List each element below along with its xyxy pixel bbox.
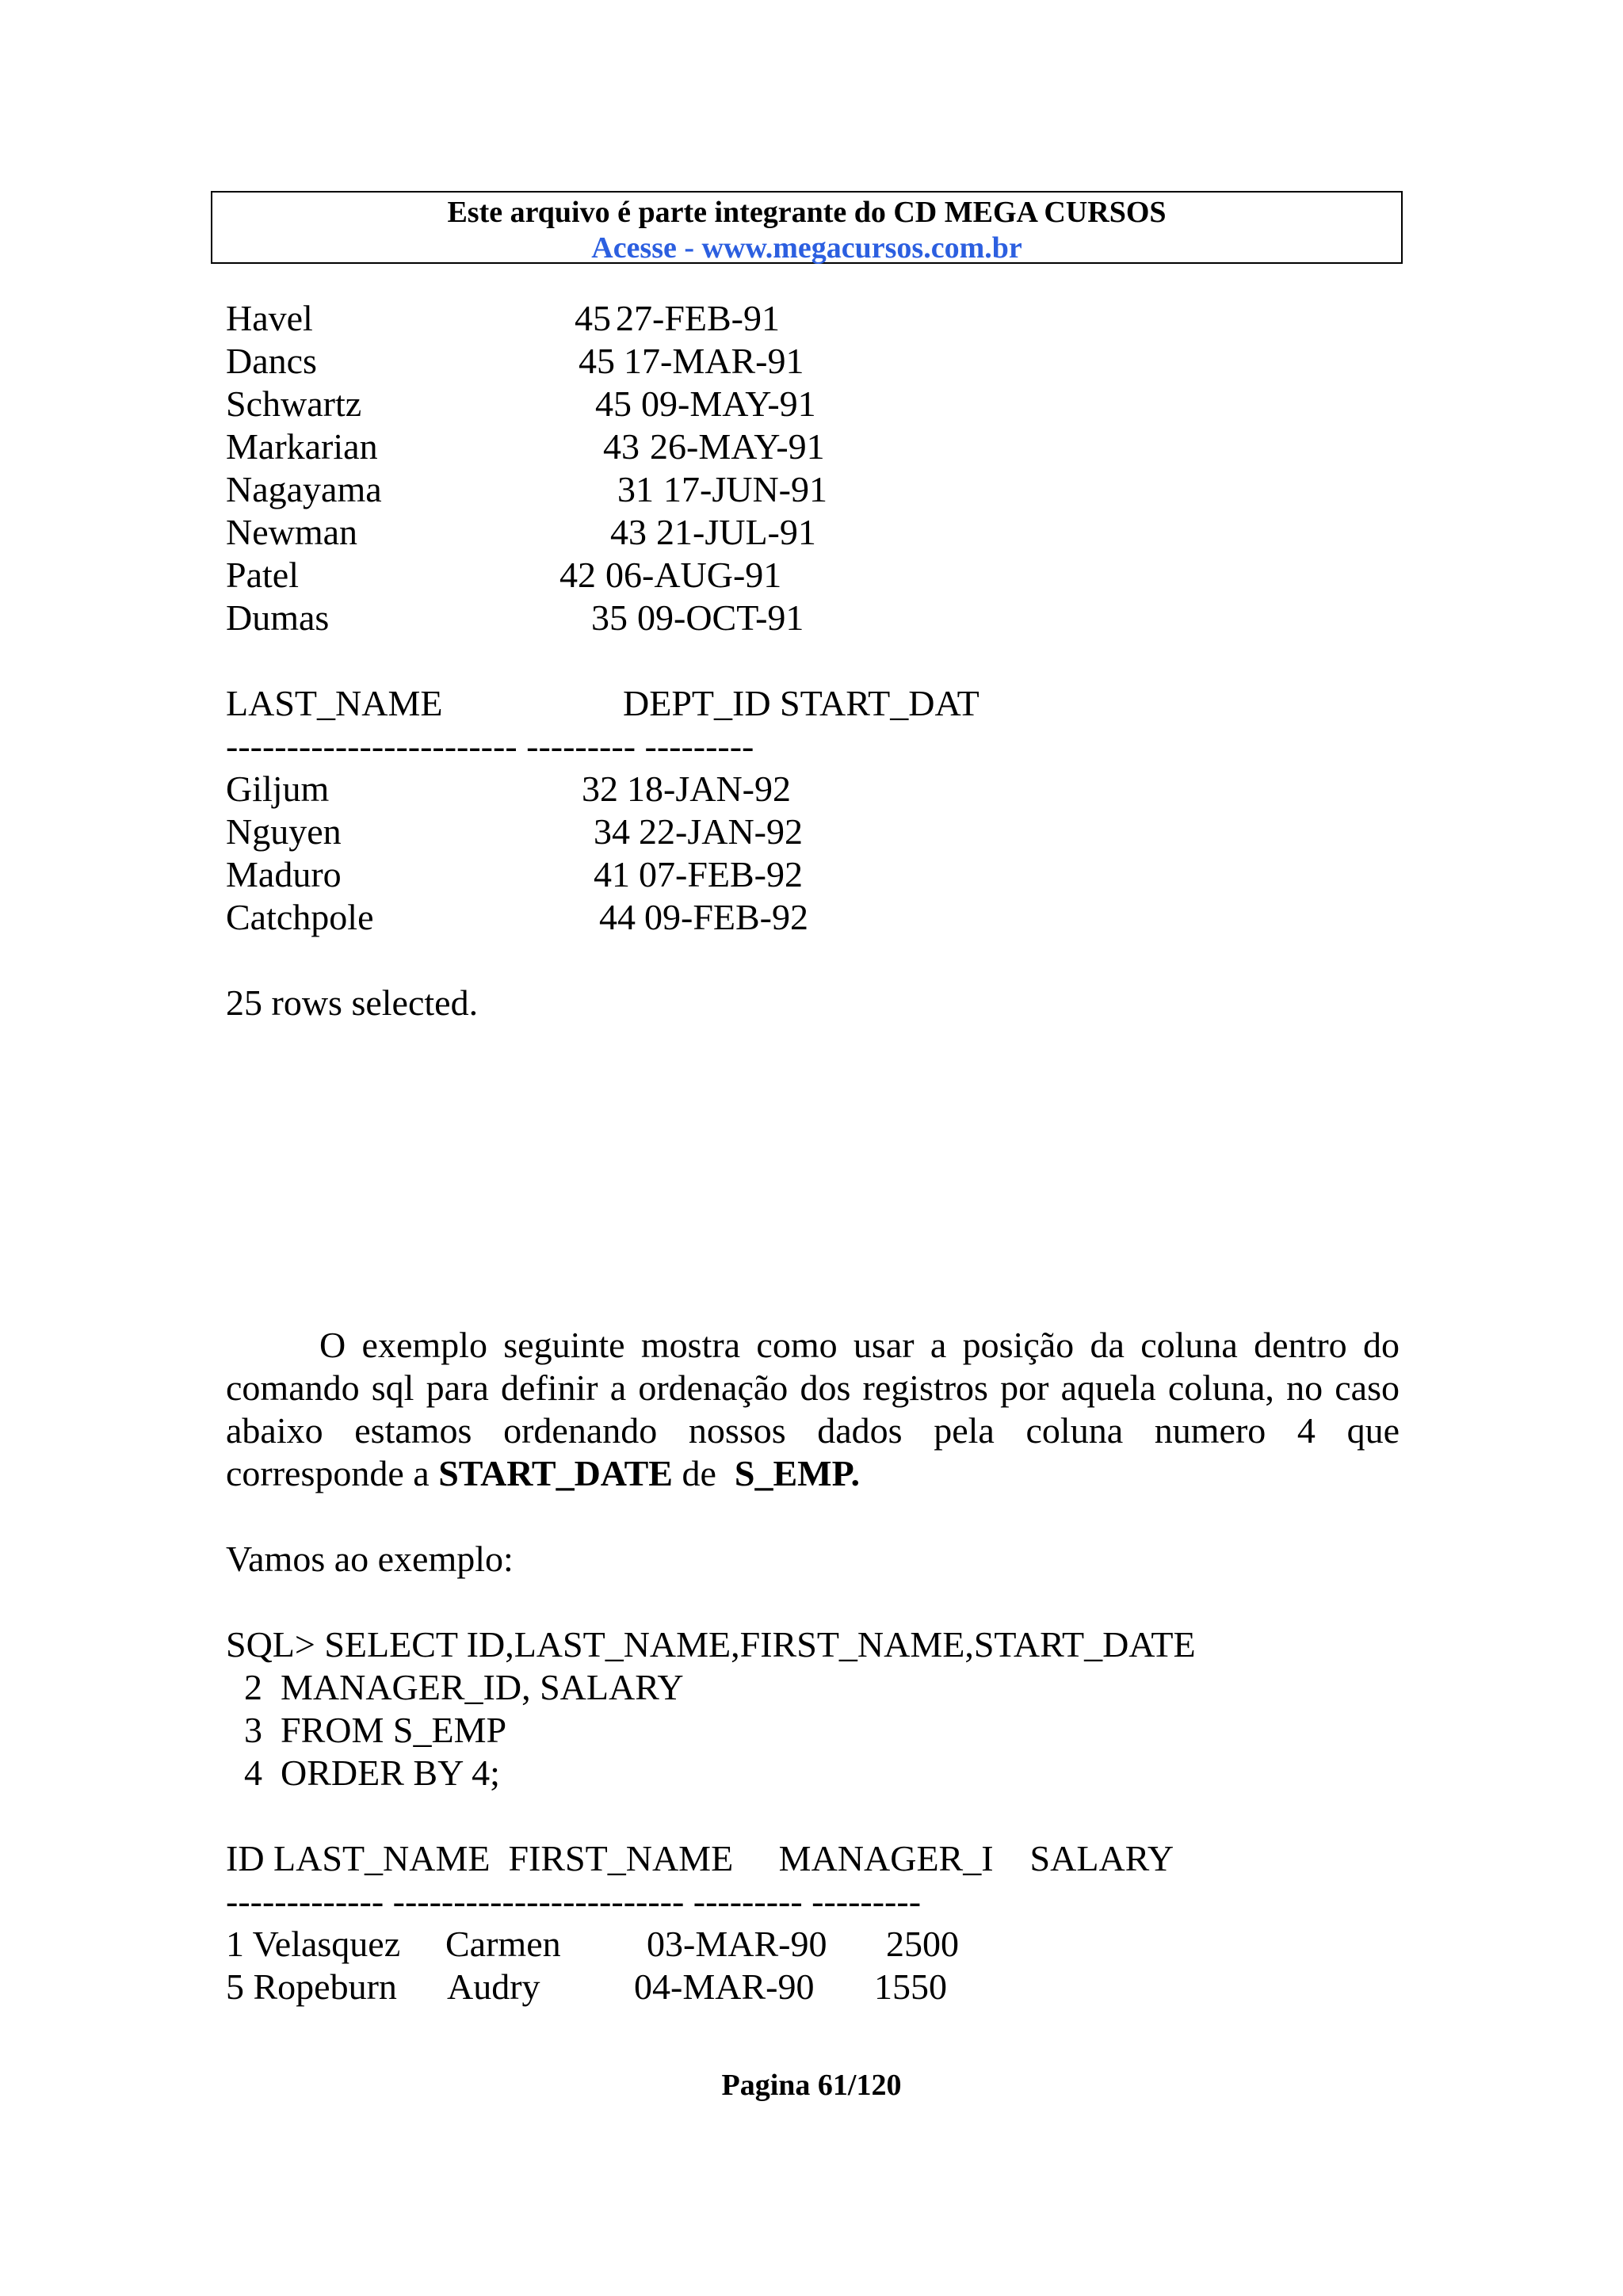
sql-line: SQL> SELECT ID,LAST_NAME,FIRST_NAME,START_DATE: [226, 1624, 1196, 1665]
page-number: Pagina 61/120: [721, 2069, 902, 2102]
result-row-dept: 43: [610, 512, 647, 552]
document-header: [211, 191, 1403, 264]
sql-line: 4 ORDER BY 4;: [226, 1753, 500, 1793]
column-separator: ------------- ------------------------ --------- ---------: [226, 1881, 922, 1921]
rows-selected-message: 25 rows selected.: [226, 982, 479, 1023]
result-row-dept: 42: [559, 555, 596, 595]
result-row-dept: 32: [582, 769, 618, 809]
result-row-first: Carmen: [445, 1924, 561, 1964]
sql-line: 2 MANAGER_ID, SALARY: [226, 1667, 684, 1707]
paragraph-text: corresponde a: [226, 1453, 430, 1493]
result-row-first: Audry: [447, 1966, 540, 2007]
result-row-dept: 34: [594, 811, 630, 852]
result-row-dept: 44: [599, 897, 636, 937]
result-row-date: 17-JUN-91: [663, 469, 827, 509]
result-row-name: Dancs: [226, 341, 317, 381]
result-row-name: Dumas: [226, 597, 330, 638]
result-row-dept: 45: [579, 341, 615, 381]
result-row-dept: 43: [603, 426, 640, 467]
result-row-date: 06-AUG-91: [605, 555, 782, 595]
result-row-name: Giljum: [226, 769, 330, 809]
result-row-name: Nguyen: [226, 811, 342, 852]
result-row-id-last: 5 Ropeburn: [226, 1966, 397, 2007]
paragraph-line: abaixo estamos ordenando nossos dados pela coluna numero 4 que: [226, 1410, 1400, 1451]
result-row-dept: 45: [595, 383, 632, 424]
result-row-name: Maduro: [226, 854, 342, 894]
result-row-date: 03-MAR-90: [647, 1924, 827, 1964]
result-row-date: 22-JAN-92: [639, 811, 803, 852]
result-row-name: Catchpole: [226, 897, 374, 937]
paragraph-text: de: [682, 1453, 716, 1493]
result-row-date: 26-MAY-91: [650, 426, 825, 467]
paragraph-line: [226, 1452, 1400, 1495]
column-header-last-name: LAST_NAME: [226, 683, 443, 723]
result-row-name: Patel: [226, 555, 299, 595]
result-row-date: 09-OCT-91: [637, 597, 804, 638]
column-separator: ------------------------ --------- ---------: [226, 726, 754, 766]
result-row-id-last: 1 Velasquez: [226, 1924, 401, 1964]
column-headers: ID LAST_NAME FIRST_NAME MANAGER_I SALARY: [226, 1838, 1174, 1878]
result-row-dept: 45: [575, 298, 611, 338]
table-name-bold: S_EMP.: [734, 1453, 860, 1493]
column-name-bold: START_DATE: [438, 1453, 673, 1493]
column-header-dept-start: DEPT_ID START_DAT: [623, 683, 980, 723]
result-row-salary: 2500: [886, 1924, 959, 1964]
explanation-paragraph: [226, 1324, 1400, 1495]
header-title: Este arquivo é parte integrante do CD MEGA CURSOS: [447, 196, 1167, 229]
result-row-date: 17-MAR-91: [624, 341, 804, 381]
paragraph-line: O exemplo seguinte mostra como usar a posição da coluna dentro do: [319, 1325, 1400, 1365]
result-row-date: 18-JAN-92: [627, 769, 791, 809]
result-row-name: Havel: [226, 298, 313, 338]
result-row-name: Markarian: [226, 426, 378, 467]
result-row-date: 27-FEB-91: [616, 298, 780, 338]
example-intro: Vamos ao exemplo:: [226, 1539, 514, 1579]
result-row-dept: 41: [594, 854, 630, 894]
result-row-date: 21-JUL-91: [656, 512, 816, 552]
result-row-date: 07-FEB-92: [639, 854, 803, 894]
sql-line: 3 FROM S_EMP: [226, 1710, 507, 1750]
result-row-dept: 35: [591, 597, 628, 638]
result-row-name: Schwartz: [226, 383, 362, 424]
result-row-date: 09-MAY-91: [641, 383, 816, 424]
result-row-salary: 1550: [874, 1966, 947, 2007]
result-row-date: 04-MAR-90: [634, 1966, 815, 2007]
header-link[interactable]: Acesse - www.megacursos.com.br: [591, 231, 1022, 265]
paragraph-line: comando sql para definir a ordenação dos registros por aquela coluna, no caso: [226, 1367, 1400, 1408]
result-row-name: Nagayama: [226, 469, 382, 509]
result-row-name: Newman: [226, 512, 358, 552]
result-row-dept: 31: [617, 469, 654, 509]
result-row-date: 09-FEB-92: [644, 897, 808, 937]
